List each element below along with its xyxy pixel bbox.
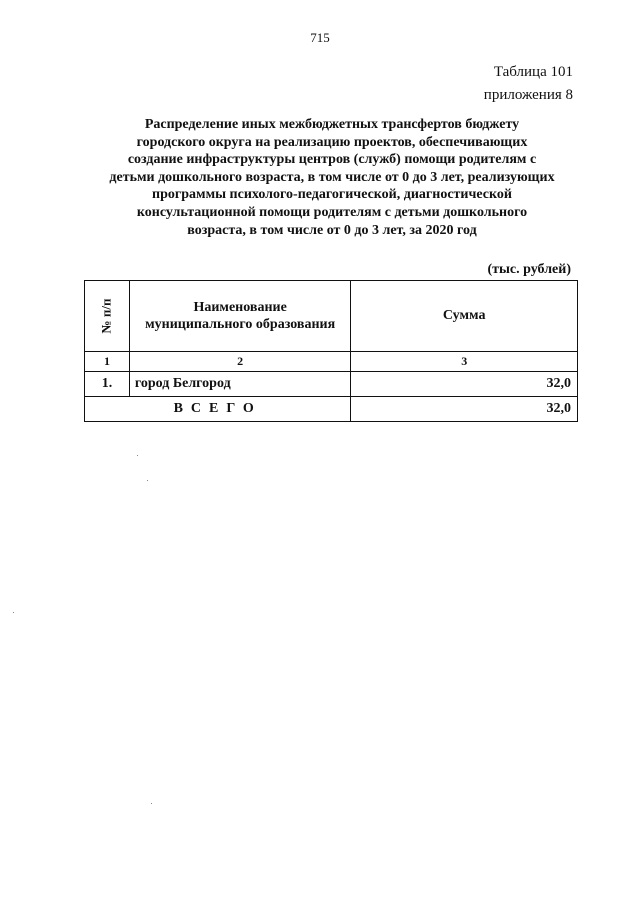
- column-index-row: [85, 352, 578, 372]
- total-label: ВСЕГО: [85, 397, 351, 422]
- column-index: 1: [85, 352, 130, 372]
- header-sum: Сумма: [351, 281, 578, 352]
- row-sum: 32,0: [351, 372, 578, 397]
- title-line: возраста, в том числе от 0 до 3 лет, за 2020 год: [187, 222, 477, 238]
- page-number: 715: [310, 30, 330, 45]
- table-row: [85, 372, 578, 397]
- total-row: [85, 397, 578, 422]
- header-name-cell: [129, 281, 351, 352]
- title-line: городского округа на реализацию проектов, обеспечивающих: [136, 134, 528, 150]
- title-line: программы психолого-педагогической, диагностической: [152, 187, 512, 203]
- title-line: Распределение иных межбюджетных трансфертов бюджету: [144, 117, 520, 132]
- title-line: создание инфраструктуры центров (служб) помощи родителям с: [127, 152, 537, 168]
- header-num: № п/п: [98, 298, 114, 333]
- total-sum: 32,0: [351, 397, 578, 422]
- header-name-line1: Наименование: [193, 300, 287, 315]
- title-line: детьми дошкольного возраста, в том числе от 0 до 3 лет, реализующих: [109, 169, 555, 185]
- row-municipality: город Белгород: [129, 372, 351, 397]
- header-name-line2: муниципального образования: [145, 317, 336, 332]
- caption-appendix: приложения 8: [483, 87, 573, 103]
- table-header-row: [85, 281, 578, 352]
- scan-speck: [13, 612, 14, 613]
- column-index: 3: [351, 352, 578, 372]
- transfers-table: [84, 280, 578, 422]
- scan-speck: [151, 803, 152, 804]
- header-num-cell: [85, 281, 130, 352]
- column-index: 2: [129, 352, 351, 372]
- caption-table-number: Таблица 101: [493, 64, 573, 80]
- title-line: консультационной помощи родителям с детьми дошкольного: [136, 204, 528, 220]
- scan-speck: [137, 455, 138, 456]
- document-title: [82, 116, 582, 239]
- row-number: 1.: [85, 372, 130, 397]
- scan-speck: [147, 480, 148, 481]
- table-caption: [484, 61, 573, 107]
- units-label: (тыс. рублей): [487, 262, 571, 277]
